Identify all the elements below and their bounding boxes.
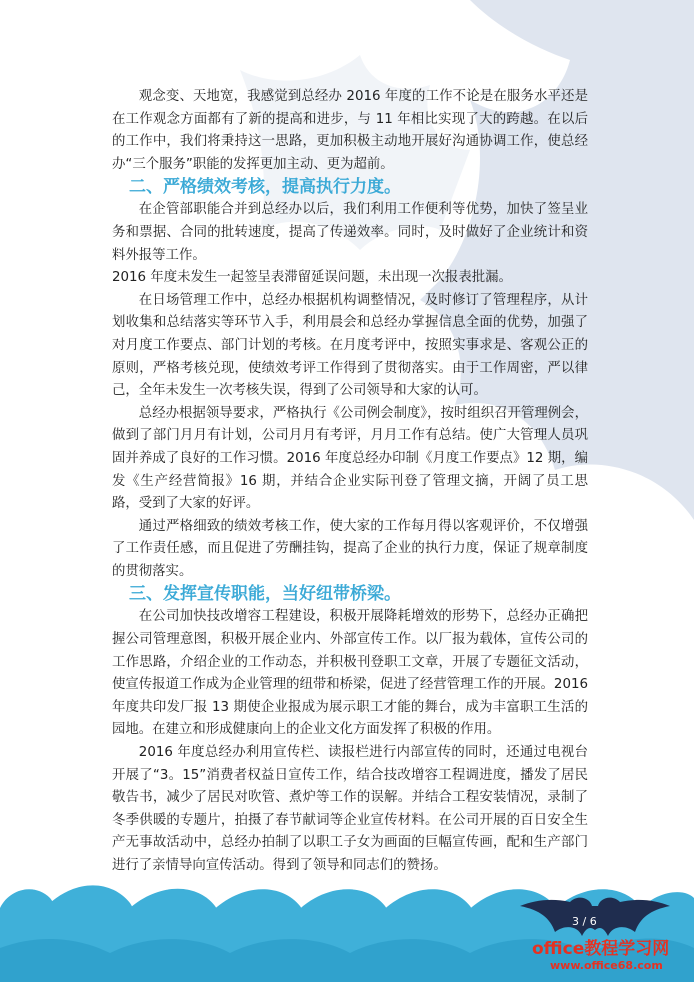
document-body bbox=[112, 86, 588, 878]
intro-paragraph: 观念变、天地宽，我感觉到总经办 2016 年度的工作不论是在服务水平还是在工作观念方面都有了新的提高和进步，与 11 年相比实现了大的跨越。在以后的工作中，我们将秉持这一思路，更加积极主动地开展好沟通协调工作，使总经办“三个服务”职能的发挥更加主动、更为超前。 bbox=[112, 89, 588, 172]
paragraph: 2016 年度未发生一起签呈表滞留延误问题，未出现一次报表批漏。 bbox=[112, 270, 512, 286]
paragraph: 总经办根据领导要求，严格执行《公司例会制度》，按时组织召开管理例会，做到了部门月月有计划，公司月月有考评，月月工作有总结。使广大管理人员巩固并养成了良好的工作习惯。2016 年度总经办印制《月度工作要点》12 期，编发《生产经营简报》16 期，并结合企业实际刊登了管理文摘，开阔了员工思路，受到了大家的好评。 bbox=[112, 405, 588, 512]
brand-url: www.office68.com bbox=[550, 959, 663, 972]
paragraph: 通过严格细致的绩效考核工作，使大家的工作每月得以客观评价，不仅增强了工作责任感，而且促进了劳酬挂钩，提高了企业的执行力度，保证了规章制度的贯彻落实。 bbox=[112, 518, 588, 579]
section-heading-2: 二、严格绩效考核，提高执行力度。 bbox=[129, 177, 401, 198]
paragraph: 2016 年度总经办利用宣传栏、读报栏进行内部宣传的同时，还通过电视台开展了“3。15”消费者权益日宣传工作，结合技改增容工程调进度，播发了居民敬告书，减少了居民对吹管、煮炉等工作的误解。并结合工程安装情况，录制了冬季供暖的专题片，拍摄了春节献词等企业宣传材料。在公司开展的百日安全生产无事故活动中，总经办拍制了以职工子女为画面的巨幅宣传画，配和生产部门进行了亲情导向宣传活动。得到了领导和同志们的赞扬。 bbox=[112, 745, 588, 873]
paragraph: 在日场管理工作中，总经办根据机构调整情况，及时修订了管理程序，从计划收集和总结落实等环节入手，利用晨会和总经办掌握信息全面的优势，加强了对月度工作要点、部门计划的考核。在月度考评中，按照实事求是、客观公正的原则，严格考核兑现，使绩效考评工作得到了贯彻落实。由于工作周密，严以律己，全年未发生一次考核失误，得到了公司领导和大家的认可。 bbox=[112, 292, 588, 399]
brand-logo-text: office教程学习网 bbox=[532, 939, 670, 959]
paragraph: 在企管部职能合并到总经办以后，我们利用工作便利等优势，加快了签呈业务和票据、合同的批转速度，提高了传递效率。同时，及时做好了企业统计和资料外报等工作。 bbox=[112, 202, 588, 263]
page-indicator: 3 / 6 bbox=[572, 915, 597, 928]
paragraph: 在公司加快技改增容工程建设，积极开展降耗增效的形势下，总经办正确把握公司管理意图，积极开展企业内、外部宣传工作。以厂报为载体，宣传公司的工作思路，介绍企业的工作动态，并积极刊登职工文章，开展了专题征文活动，使宣传报道工作成为企业管理的纽带和桥梁，促进了经营管理工作的开展。2016 年度共印发厂报 13 期使企业报成为展示职工才能的舞台，成为丰富职工生活的园地。在建立和形成健康向上的企业文化方面发挥了积极的作用。 bbox=[112, 609, 588, 738]
section-heading-3: 三、发挥宣传职能，当好纽带桥梁。 bbox=[129, 584, 401, 605]
